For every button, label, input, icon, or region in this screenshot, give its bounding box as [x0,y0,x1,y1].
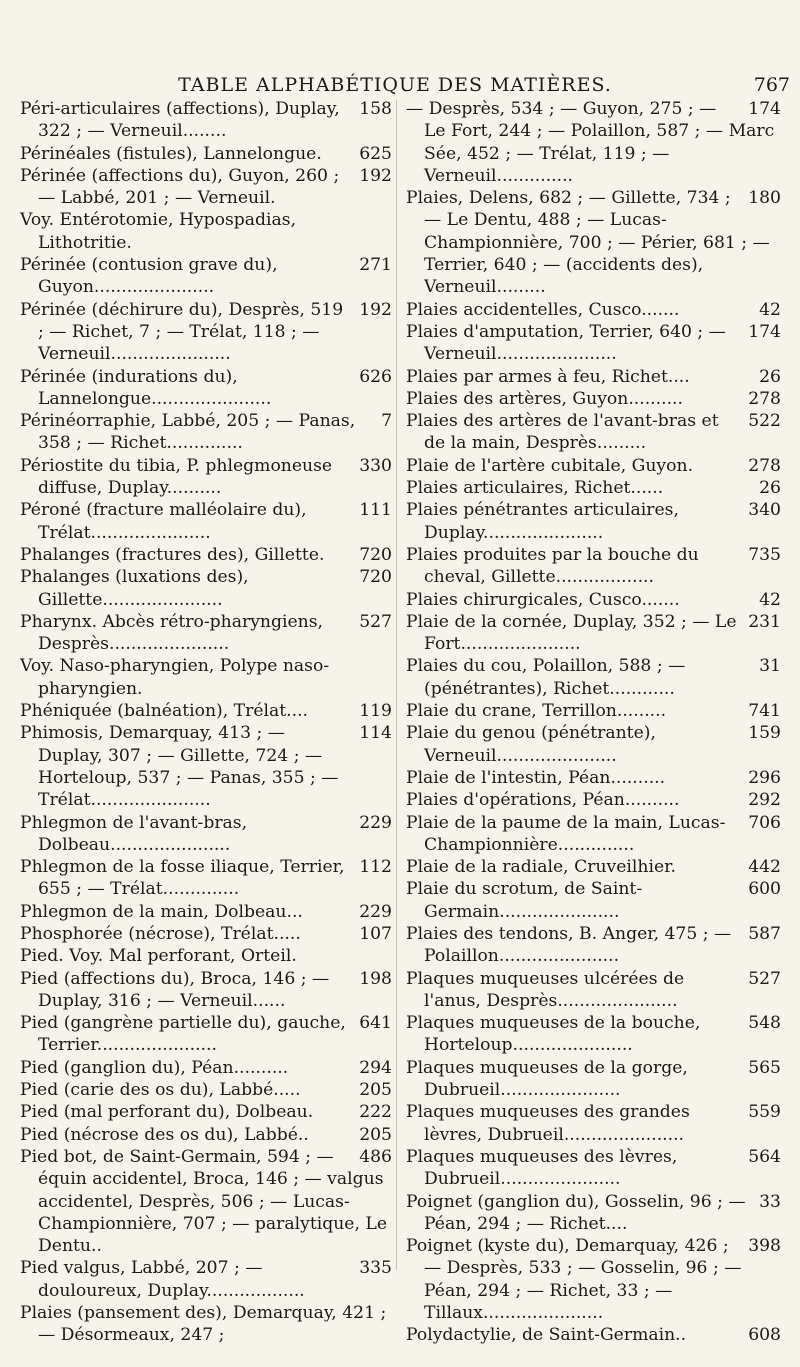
entry-text: Pied bot, de Saint-Germain, 594 ; — équin accidentel, Broca, 146 ; — valgus accidentel, Desprès, 506 ; — Lucas-Championnière, 707 ; — paralytique, Le Dentu.. [20,1146,387,1257]
entry-page-number: 564 [748,1146,781,1167]
entry-page-number: 112 [359,857,392,878]
entry-page-number: 31 [759,656,781,677]
entry-text: Péroné (fracture malléolaire du), Trélat...................... [20,500,307,543]
entry-text: Plaies (pansement des), Demarquay, 421 ; — Désormeaux, 247 ; [20,1303,387,1346]
index-entry [20,254,392,299]
entry-page-number: 527 [359,611,392,632]
entry-page-number: 548 [748,1013,781,1034]
index-entry [20,410,392,455]
entry-page-number: 292 [748,790,781,811]
entry-text: Plaie de la paume de la main, Lucas-Championnière.............. [406,812,726,855]
index-entry [20,1302,392,1347]
entry-page-number: 107 [359,923,392,944]
entry-text: Phalanges (fractures des), Gillette. [20,544,325,565]
entry-page-number: 119 [359,701,392,722]
entry-page-number: 42 [759,299,781,320]
entry-page-number: 174 [748,99,781,119]
index-entry [20,455,392,500]
index-entry [406,655,781,700]
entry-page-number: 192 [359,299,392,320]
entry-page-number: 294 [359,1057,392,1078]
page-number: 767 [753,74,790,96]
index-entry [406,1235,781,1324]
entry-page-number: 111 [359,500,392,521]
index-entry [406,878,781,923]
index-entry [406,1012,781,1057]
entry-page-number: 565 [748,1057,781,1078]
entry-text: Poignet (ganglion du), Gosselin, 96 ; — Péan, 294 ; — Richet.... [406,1191,746,1234]
index-entry [406,923,781,968]
index-entry [20,1012,392,1057]
index-entry [20,566,392,611]
entry-page-number: 231 [748,611,781,632]
entry-page-number: 278 [748,455,781,476]
entry-text: Plaques muqueuses des lèvres, Dubrueil...................... [406,1146,678,1190]
entry-page-number: 114 [359,723,392,744]
index-entry [406,812,781,857]
entry-page-number: 205 [359,1080,392,1101]
entry-page-number: 198 [359,968,392,989]
entry-text: Pied (affections du), Broca, 146 ; — Duplay, 316 ; — Verneuil...... [20,968,330,1011]
entry-text: Pied. Voy. Mal perforant, Orteil. [20,946,297,967]
entry-text: Pied (ganglion du), Péan.......... [20,1057,289,1078]
entry-page-number: 340 [748,500,781,521]
entry-page-number: 735 [748,544,781,565]
index-entry [20,812,392,857]
entry-text: Phlegmon de l'avant-bras, Dolbeau...................... [20,812,248,855]
entry-page-number: 205 [359,1124,392,1145]
entry-page-number: 706 [748,812,781,833]
entry-text: Voy. Entérotomie, Hypospadias, Lithotritie. [20,210,297,253]
entry-text: Phlegmon de la main, Dolbeau... [20,901,303,922]
entry-text: Plaies accidentelles, Cusco....... [406,299,680,320]
index-entry [20,923,392,945]
index-entry [406,499,781,544]
entry-page-number: 330 [359,455,392,476]
entry-page-number: 522 [748,411,781,432]
running-title: TABLE ALPHABÉTIQUE DES MATIÈRES. [178,74,612,96]
entry-text: Périnée (indurations du), Lannelongue...................... [20,366,272,409]
index-entry [20,968,392,1013]
entry-page-number: 192 [359,165,392,186]
entry-text: Plaies du cou, Polaillon, 588 ; — (pénétrantes), Richet............ [406,656,686,699]
entry-text: Poignet (kyste du), Demarquay, 426 ; — Desprès, 533 ; — Gosselin, 96 ; — Péan, 294 ; — Richet, 33 ; — Tillaux...................... [406,1236,742,1324]
entry-text: Phlegmon de la fosse iliaque, Terrier, 655 ; — Trélat.............. [20,857,345,900]
index-entry [406,1101,781,1146]
entry-text: Polydactylie, de Saint-Germain.. [406,1325,687,1346]
index-entry [406,366,781,388]
entry-text: Phalanges (luxations des), Gillette...................... [20,567,249,610]
entry-text: Plaies par armes à feu, Richet.... [406,366,690,387]
entry-text: Plaie du genou (pénétrante), Verneuil...................... [406,723,656,766]
index-entry [20,655,392,700]
entry-text: Plaie de l'intestin, Péan.......... [406,767,666,788]
index-entry [406,856,781,878]
entry-text: Périnéorraphie, Labbé, 205 ; — Panas, 358 ; — Richet.............. [20,411,356,454]
index-entry [20,700,392,722]
entry-page-number: 174 [748,321,781,342]
index-entry [406,187,781,298]
entry-text: Plaie de l'artère cubitale, Guyon. [406,455,694,476]
entry-text: Plaies des artères, Guyon.......... [406,388,683,409]
entry-page-number: 335 [359,1258,392,1279]
index-entry [20,544,392,566]
entry-text: Plaies des artères de l'avant-bras et de la main, Desprès......... [406,411,719,454]
entry-text: Plaies, Delens, 682 ; — Gillette, 734 ; — Le Dentu, 488 ; — Lucas-Championnière, 700 ; — Périer, 681 ; — Terrier, 640 ; — (accidents des), Verneuil......... [406,188,770,298]
entry-text: Plaies chirurgicales, Cusco....... [406,589,680,610]
entry-page-number: 222 [359,1102,392,1123]
index-entry [20,856,392,901]
entry-text: Plaie de la cornée, Duplay, 352 ; — Le Fort...................... [406,611,737,655]
left-column [20,98,392,1347]
index-entry [406,410,781,455]
entry-page-number: 587 [748,923,781,944]
index-entry [20,1124,392,1146]
entry-text: Plaies d'amputation, Terrier, 640 ; — Verneuil...................... [406,321,726,365]
entry-text: Voy. Naso-pharyngien, Polype naso-pharyngien. [20,656,330,699]
entry-text: Plaques muqueuses de la gorge, Dubrueil...................... [406,1057,688,1101]
index-entry [20,165,392,210]
entry-text: Plaies des tendons, B. Anger, 475 ; — Polaillon...................... [406,923,732,967]
entry-page-number: 486 [359,1146,392,1167]
entry-page-number: 296 [748,767,781,788]
entry-page-number: 625 [359,143,392,164]
index-entry [406,1057,781,1102]
entry-page-number: 600 [748,879,781,900]
entry-text: Péri-articulaires (affections), Duplay, 322 ; — Verneuil........ [20,99,340,142]
entry-text: Pied (nécrose des os du), Labbé.. [20,1124,309,1145]
entry-page-number: 26 [759,478,781,499]
index-entry [20,611,392,656]
entry-page-number: 608 [748,1325,781,1346]
entry-text: Pied (carie des os du), Labbé..... [20,1080,301,1101]
index-entry [406,1191,781,1236]
entry-text: Plaie du crane, Terrillon......... [406,701,667,722]
entry-page-number: 7 [381,411,392,432]
entry-text: Pharynx. Abcès rétro-pharyngiens, Desprès...................... [20,611,323,655]
entry-page-number: 559 [748,1102,781,1123]
index-entry [406,789,781,811]
index-entry [406,968,781,1013]
index-entry [20,143,392,165]
index-entry [20,722,392,811]
entry-text: Plaie du scrotum, de Saint-Germain...................... [406,879,643,922]
index-entry [20,1146,392,1257]
index-entry [406,722,781,767]
entry-page-number: 158 [359,99,392,119]
index-entry [406,767,781,789]
entry-page-number: 159 [748,723,781,744]
entry-page-number: 229 [359,812,392,833]
index-entry [406,477,781,499]
index-entry [20,945,392,967]
entry-text: Plaies d'opérations, Péan.......... [406,790,680,811]
entry-page-number: 33 [759,1191,781,1212]
entry-page-number: 442 [748,857,781,878]
index-entry [406,98,781,187]
index-entry [20,1057,392,1079]
entry-page-number: 229 [359,901,392,922]
index-entry [20,209,392,254]
index-entry [20,366,392,411]
index-entry [406,388,781,410]
entry-text: Phimosis, Demarquay, 413 ; — Duplay, 307 ; — Gillette, 724 ; — Horteloup, 537 ; — Panas, 355 ; — Trélat...................... [20,723,339,811]
entry-page-number: 278 [748,388,781,409]
entry-text: Plaies articulaires, Richet...... [406,478,664,499]
entry-text: Pied (mal perforant du), Dolbeau. [20,1102,314,1123]
index-entry [406,1146,781,1191]
index-entry [406,1324,781,1346]
index-entry [20,901,392,923]
entry-page-number: 527 [748,968,781,989]
entry-page-number: 271 [359,255,392,276]
index-entry [406,611,781,656]
entry-text: — Desprès, 534 ; — Guyon, 275 ; — Le Fort, 244 ; — Polaillon, 587 ; — Marc Sée, 452 ; — Trélat, 119 ; — Verneuil.............. [406,99,775,186]
entry-text: Phéniquée (balnéation), Trélat.... [20,701,308,722]
index-entry [406,589,781,611]
entry-page-number: 398 [748,1236,781,1257]
entry-page-number: 720 [359,544,392,565]
index-entry [20,1101,392,1123]
entry-text: Périostite du tibia, P. phlegmoneuse diffuse, Duplay.......... [20,455,333,499]
index-entry [20,98,392,143]
entry-text: Plaques muqueuses de la bouche, Horteloup...................... [406,1013,701,1056]
entry-text: Plaques muqueuses des grandes lèvres, Dubrueil...................... [406,1102,690,1145]
entry-text: Pied (gangrène partielle du), gauche, Terrier...................... [20,1013,346,1056]
entry-text: Phosphorée (nécrose), Trélat..... [20,923,301,944]
entry-text: Pied valgus, Labbé, 207 ; — douloureux, Duplay.................. [20,1258,305,1301]
index-entry [20,499,392,544]
entry-text: Périnée (déchirure du), Desprès, 519 ; — Richet, 7 ; — Trélat, 118 ; — Verneuil...................... [20,299,344,365]
entry-text: Plaies produites par la bouche du cheval, Gillette.................. [406,544,699,588]
index-entry [406,544,781,589]
entry-text: Plaie de la radiale, Cruveilhier. [406,857,676,878]
entry-text: Périnéales (fistules), Lannelongue. [20,143,322,164]
index-entry [20,1079,392,1101]
index-entry [20,299,392,366]
entry-text: Périnée (contusion grave du), Guyon...................... [20,255,278,298]
index-entry [406,299,781,321]
entry-text: Plaques muqueuses ulcérées de l'anus, Desprès...................... [406,968,685,1011]
entry-page-number: 720 [359,567,392,588]
entry-text: Périnée (affections du), Guyon, 260 ; — Labbé, 201 ; — Verneuil. [20,165,340,209]
entry-page-number: 741 [748,701,781,722]
entry-page-number: 180 [748,188,781,209]
entry-page-number: 42 [759,589,781,610]
index-entry [406,455,781,477]
right-column [406,98,781,1347]
index-entry [20,1257,392,1302]
column-divider [396,100,397,1270]
index-entry [406,321,781,366]
entry-page-number: 641 [359,1013,392,1034]
entry-page-number: 26 [759,366,781,387]
entry-page-number: 626 [359,366,392,387]
index-entry [406,700,781,722]
entry-text: Plaies pénétrantes articulaires, Duplay...................... [406,500,679,543]
